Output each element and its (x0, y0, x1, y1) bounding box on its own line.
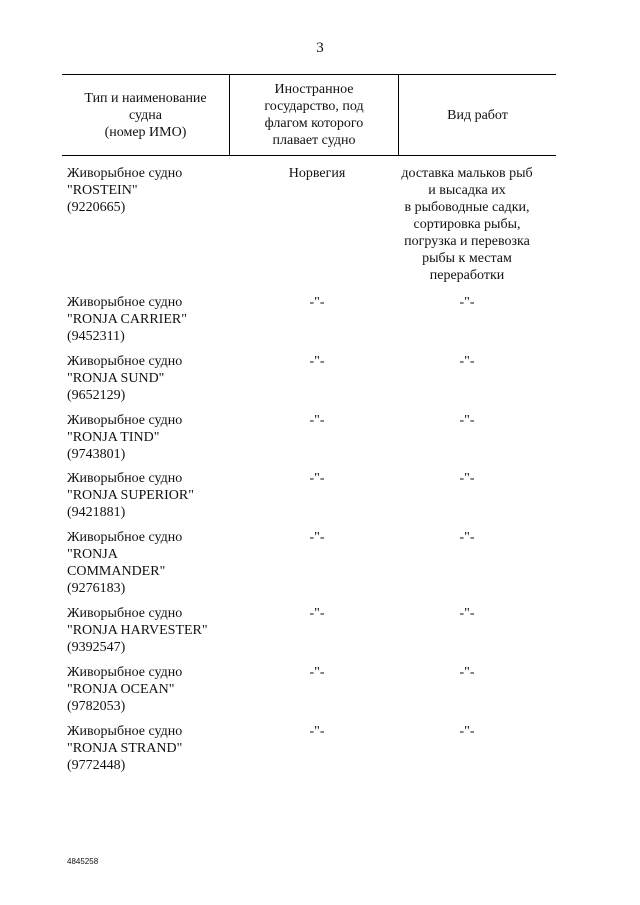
header-work-type: Вид работ (447, 107, 508, 123)
vessel-flag: -"- (309, 606, 325, 621)
vessel-name: Живорыбное судно "RONJA HARVESTER" (9392547) (67, 606, 208, 655)
vessel-name: Живорыбное судно "RONJA SUPERIOR" (9421881) (67, 471, 194, 520)
vessel-work: -"- (459, 724, 475, 739)
vessel-work: -"- (459, 606, 475, 621)
table-row (67, 723, 557, 782)
vessel-work: -"- (459, 471, 475, 486)
vessel-work: -"- (459, 295, 475, 310)
vessel-name: Живорыбное судно "RONJA COMMANDER" (9276183) (67, 530, 183, 596)
table-row (67, 353, 557, 412)
table-row (67, 165, 557, 294)
page-number: 3 (316, 40, 324, 56)
table-row (67, 294, 557, 353)
table-header (62, 74, 556, 156)
table-row (67, 605, 557, 664)
vessel-flag: -"- (309, 413, 325, 428)
vessel-name: Живорыбное судно "ROSTEIN" (9220665) (67, 166, 183, 215)
vessel-work: -"- (459, 354, 475, 369)
vessel-table-body (67, 165, 557, 782)
table-row (67, 664, 557, 723)
vessel-flag: -"- (309, 530, 325, 545)
vessel-work: доставка мальков рыб и высадка их в рыбоводные садки, сортировка рыбы, погрузка и перевозка рыбы к местам переработки (401, 166, 533, 283)
vessel-name: Живорыбное судно "RONJA CARRIER" (9452311) (67, 295, 187, 344)
vessel-flag: -"- (309, 724, 325, 739)
vessel-flag: -"- (309, 295, 325, 310)
header-flag-state: Иностранное государство, под флагом которого плавает судно (230, 75, 399, 155)
vessel-name: Живорыбное судно "RONJA OCEAN" (9782053) (67, 665, 183, 714)
vessel-flag: -"- (309, 665, 325, 680)
vessel-name: Живорыбное судно "RONJA TIND" (9743801) (67, 413, 183, 462)
vessel-flag: -"- (309, 354, 325, 369)
vessel-name: Живорыбное судно "RONJA SUND" (9652129) (67, 354, 183, 403)
table-row (67, 529, 557, 605)
table-row (67, 412, 557, 470)
header-vessel-type-name: Тип и наименование судна (номер ИМО) (62, 75, 230, 155)
vessel-work: -"- (459, 665, 475, 680)
vessel-work: -"- (459, 413, 475, 428)
vessel-flag: -"- (309, 471, 325, 486)
vessel-name: Живорыбное судно "RONJA STRAND" (9772448) (67, 724, 183, 773)
vessel-flag: Норвегия (288, 166, 346, 181)
vessel-work: -"- (459, 530, 475, 545)
table-row (67, 470, 557, 529)
document-code: 4845258 (67, 857, 99, 866)
